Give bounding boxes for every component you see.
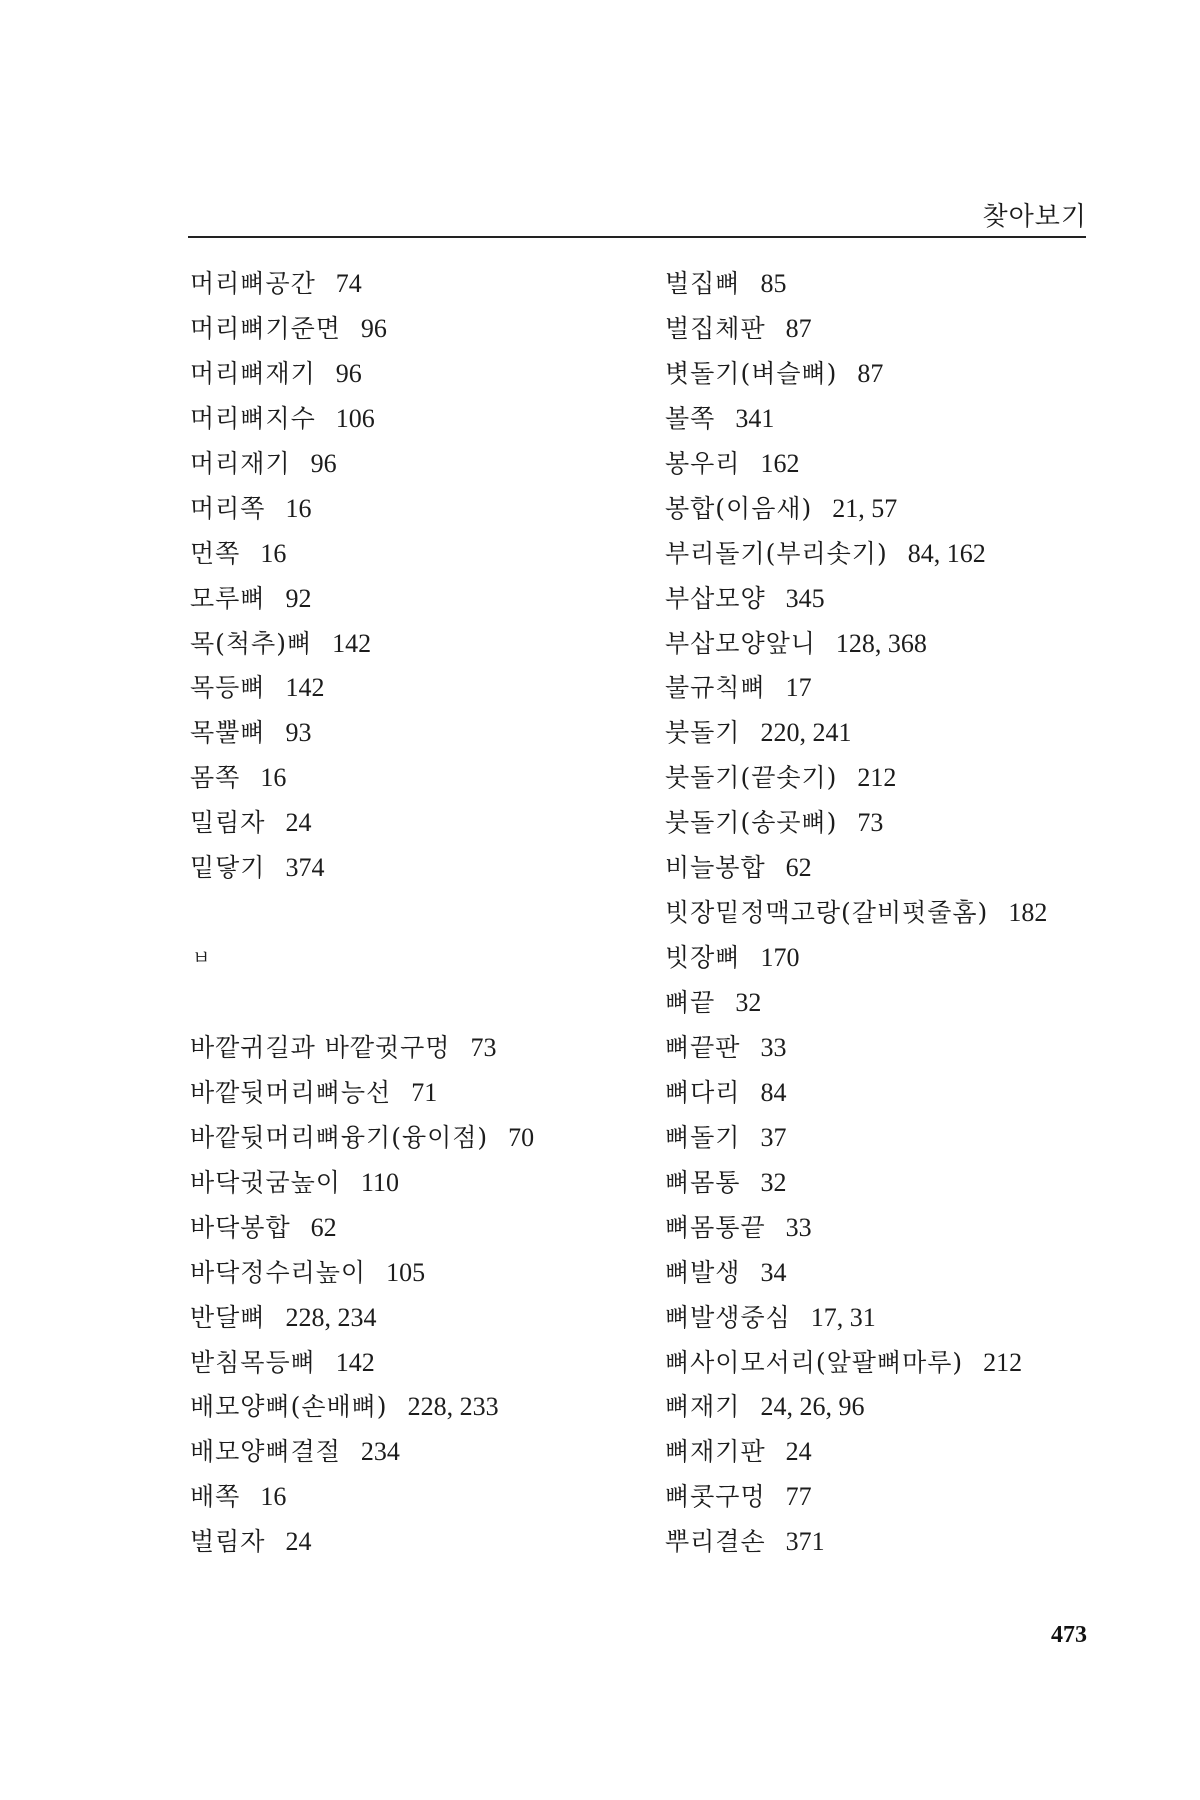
index-term: 머리뼈공간 — [190, 269, 316, 298]
index-pages: 73 — [470, 1032, 497, 1062]
index-pages: 212 — [857, 763, 897, 793]
index-entry — [665, 756, 1165, 801]
index-pages: 85 — [760, 269, 787, 298]
index-pages: 371 — [785, 1527, 825, 1557]
index-pages: 24 — [785, 1437, 812, 1467]
index-term: 부리돌기(부리솟기) — [665, 538, 888, 568]
index-entry — [190, 1251, 690, 1296]
index-term: 받침목등뼈 — [190, 1347, 316, 1377]
index-term: 머리쪽 — [190, 493, 266, 523]
index-entry — [190, 711, 690, 756]
page-number: 473 — [1051, 1622, 1087, 1648]
index-term: 배모양뼈결절 — [190, 1437, 341, 1467]
index-term: 부삽모양 — [665, 583, 766, 613]
index-pages: 24 — [285, 808, 312, 838]
index-entry — [665, 442, 1165, 487]
index-entry — [190, 307, 690, 352]
index-term: 바깥귀길과 바깥귓구멍 — [190, 1032, 451, 1062]
index-term: 바깥뒷머리뼈능선 — [190, 1077, 392, 1107]
index-entry — [190, 1296, 690, 1341]
index-term: 몸쪽 — [190, 763, 241, 793]
index-term: 벌림자 — [190, 1527, 266, 1557]
index-entry — [665, 1026, 1165, 1071]
index-term: 밀림자 — [190, 808, 266, 838]
index-term: 머리뼈기준면 — [190, 313, 341, 343]
index-pages: 32 — [735, 988, 762, 1017]
index-pages: 345 — [785, 583, 825, 613]
index-entry — [190, 846, 690, 891]
index-entry — [665, 1296, 1165, 1341]
index-pages: 128, 368 — [835, 628, 927, 658]
index-entry — [665, 262, 1165, 307]
section-spacer — [190, 981, 690, 1026]
index-pages: 32 — [760, 1167, 787, 1197]
index-entry — [665, 1161, 1165, 1206]
index-entry — [665, 1385, 1165, 1430]
title-rule — [188, 236, 1086, 238]
index-entry — [665, 397, 1165, 442]
index-column-right — [665, 262, 1165, 1565]
index-term: 뼈끝판 — [665, 1032, 741, 1062]
index-term: 밑닿기 — [190, 853, 266, 883]
index-term: 머리뼈지수 — [190, 403, 316, 433]
index-term: 배쪽 — [190, 1482, 241, 1512]
index-pages: 341 — [735, 403, 775, 433]
index-pages: 16 — [285, 493, 312, 523]
index-entry — [665, 1520, 1165, 1565]
index-pages: 24 — [285, 1527, 312, 1557]
index-pages: 17, 31 — [810, 1302, 876, 1332]
index-pages: 93 — [285, 718, 312, 748]
index-entry — [665, 846, 1165, 891]
index-pages: 212 — [983, 1347, 1023, 1377]
index-entry — [190, 1071, 690, 1116]
index-entry — [190, 801, 690, 846]
index-term: 목뿔뼈 — [190, 718, 266, 748]
index-entry — [665, 1341, 1165, 1386]
index-pages: 228, 234 — [285, 1302, 377, 1332]
index-term: 머리재기 — [190, 448, 291, 478]
index-term: 빗장밑정맥고랑(갈비펏줄홈) — [665, 898, 989, 928]
index-term: 붓돌기(끝솟기) — [665, 763, 838, 793]
index-entry — [190, 262, 690, 307]
index-term: 붓돌기 — [665, 718, 741, 748]
index-entry — [190, 756, 690, 801]
index-entry — [190, 1206, 690, 1251]
index-term: 목(척추)뼈 — [190, 628, 313, 658]
index-entry — [190, 487, 690, 532]
index-pages: 71 — [411, 1077, 438, 1107]
index-term: 바닥봉합 — [190, 1212, 291, 1242]
index-pages: 182 — [1008, 898, 1048, 928]
index-column-left — [190, 262, 690, 1565]
index-pages: 37 — [760, 1122, 787, 1152]
index-entry — [665, 1206, 1165, 1251]
index-pages: 73 — [857, 808, 884, 838]
index-pages: 142 — [335, 1347, 375, 1377]
index-term: 배모양뼈(손배뼈) — [190, 1392, 388, 1422]
index-pages: 77 — [785, 1482, 812, 1512]
index-entry — [190, 1430, 690, 1475]
index-term: 모루뼈 — [190, 583, 266, 613]
index-term: 반달뼈 — [190, 1302, 266, 1332]
index-term: 뼈돌기 — [665, 1122, 741, 1152]
index-entry — [190, 397, 690, 442]
index-term: 불규칙뼈 — [665, 673, 766, 703]
index-pages: 142 — [285, 673, 325, 703]
index-term: 바닥귓굼높이 — [190, 1167, 341, 1197]
index-term: 뼈다리 — [665, 1077, 741, 1107]
index-pages: 62 — [310, 1212, 337, 1242]
index-pages: 162 — [760, 448, 800, 478]
index-entry — [665, 1071, 1165, 1116]
index-entry — [190, 442, 690, 487]
index-pages: 96 — [335, 358, 362, 388]
index-pages: 106 — [335, 403, 375, 433]
index-entry — [190, 1116, 690, 1161]
index-pages: 74 — [335, 269, 362, 298]
index-entry — [190, 622, 690, 667]
index-entry — [665, 801, 1165, 846]
index-term: 머리뼈재기 — [190, 358, 316, 388]
index-entry — [665, 577, 1165, 622]
index-pages: 34 — [760, 1257, 787, 1287]
index-pages: 24, 26, 96 — [760, 1392, 865, 1422]
index-term: 뿌리결손 — [665, 1527, 766, 1557]
index-entry — [665, 622, 1165, 667]
index-entry — [190, 1026, 690, 1071]
index-term: 볼쪽 — [665, 403, 716, 433]
index-term: 목등뼈 — [190, 673, 266, 703]
index-entry — [665, 532, 1165, 577]
index-entry — [665, 1116, 1165, 1161]
index-term: 부삽모양앞니 — [665, 628, 816, 658]
page-title: 찾아보기 — [982, 202, 1087, 232]
index-pages: 33 — [760, 1032, 787, 1062]
index-pages: 374 — [285, 853, 325, 883]
index-pages: 17 — [785, 673, 812, 703]
index-entry — [665, 487, 1165, 532]
index-pages: 96 — [360, 313, 387, 343]
index-pages: 84 — [760, 1077, 787, 1107]
index-pages: 142 — [332, 628, 372, 658]
index-pages: 84, 162 — [907, 538, 986, 568]
index-pages: 87 — [857, 358, 884, 388]
index-term: 뼈콧구멍 — [665, 1482, 766, 1512]
index-entry — [190, 1475, 690, 1520]
index-pages: 21, 57 — [832, 493, 898, 523]
index-pages: 70 — [508, 1122, 535, 1152]
index-term: 뼈재기 — [665, 1392, 741, 1422]
index-entry — [190, 577, 690, 622]
index-term: 봉우리 — [665, 448, 741, 478]
index-pages: 220, 241 — [760, 718, 852, 748]
index-entry — [665, 936, 1165, 981]
index-entry — [665, 1251, 1165, 1296]
index-pages: 92 — [285, 583, 312, 613]
index-pages: 16 — [260, 1482, 287, 1512]
index-pages: 62 — [785, 853, 812, 883]
index-term: 바닥정수리높이 — [190, 1257, 367, 1287]
index-term: 봉합(이음새) — [665, 493, 813, 523]
index-entry — [665, 1475, 1165, 1520]
index-pages: 170 — [760, 943, 800, 973]
index-term: 벌집체판 — [665, 313, 766, 343]
section-spacer — [190, 891, 690, 936]
index-pages: 110 — [360, 1167, 399, 1197]
index-term: 뼈발생 — [665, 1257, 741, 1287]
index-pages: 33 — [785, 1212, 812, 1242]
index-pages: 228, 233 — [407, 1392, 499, 1422]
index-term: 먼쪽 — [190, 538, 241, 568]
index-entry — [190, 1385, 690, 1430]
section-heading: ㅂ — [192, 947, 211, 970]
index-pages: 105 — [386, 1257, 426, 1287]
index-term: 빗장뼈 — [665, 943, 741, 973]
index-entry — [665, 352, 1165, 397]
index-entry — [665, 1430, 1165, 1475]
index-pages: 96 — [310, 448, 337, 478]
index-term: 비늘봉합 — [665, 853, 766, 883]
index-term: 바깥뒷머리뼈융기(융이점) — [190, 1122, 489, 1152]
index-pages: 16 — [260, 763, 287, 793]
index-pages: 234 — [360, 1437, 400, 1467]
index-entry — [190, 1161, 690, 1206]
index-term: 뼈몸통 — [665, 1167, 741, 1197]
index-term: 뼈재기판 — [665, 1437, 766, 1467]
index-entry — [665, 307, 1165, 352]
index-entry — [665, 891, 1165, 936]
index-entry — [190, 1520, 690, 1565]
index-term: 뼈발생중심 — [665, 1302, 791, 1332]
index-entry — [190, 532, 690, 577]
index-entry — [190, 666, 690, 711]
index-entry — [665, 981, 1165, 1026]
index-pages: 16 — [260, 538, 287, 568]
index-entry — [665, 666, 1165, 711]
index-entry — [665, 711, 1165, 756]
index-entry — [190, 352, 690, 397]
index-term: 볏돌기(벼슬뼈) — [665, 358, 838, 388]
index-term: 뼈몸통끝 — [665, 1212, 766, 1242]
index-term: 뼈사이모서리(앞팔뼈마루) — [665, 1347, 964, 1377]
index-pages: 87 — [785, 313, 812, 343]
index-term: 뼈끝 — [665, 988, 716, 1017]
index-term: 벌집뼈 — [665, 269, 741, 298]
index-entry — [190, 1341, 690, 1386]
index-term: 붓돌기(송곳뼈) — [665, 808, 838, 838]
